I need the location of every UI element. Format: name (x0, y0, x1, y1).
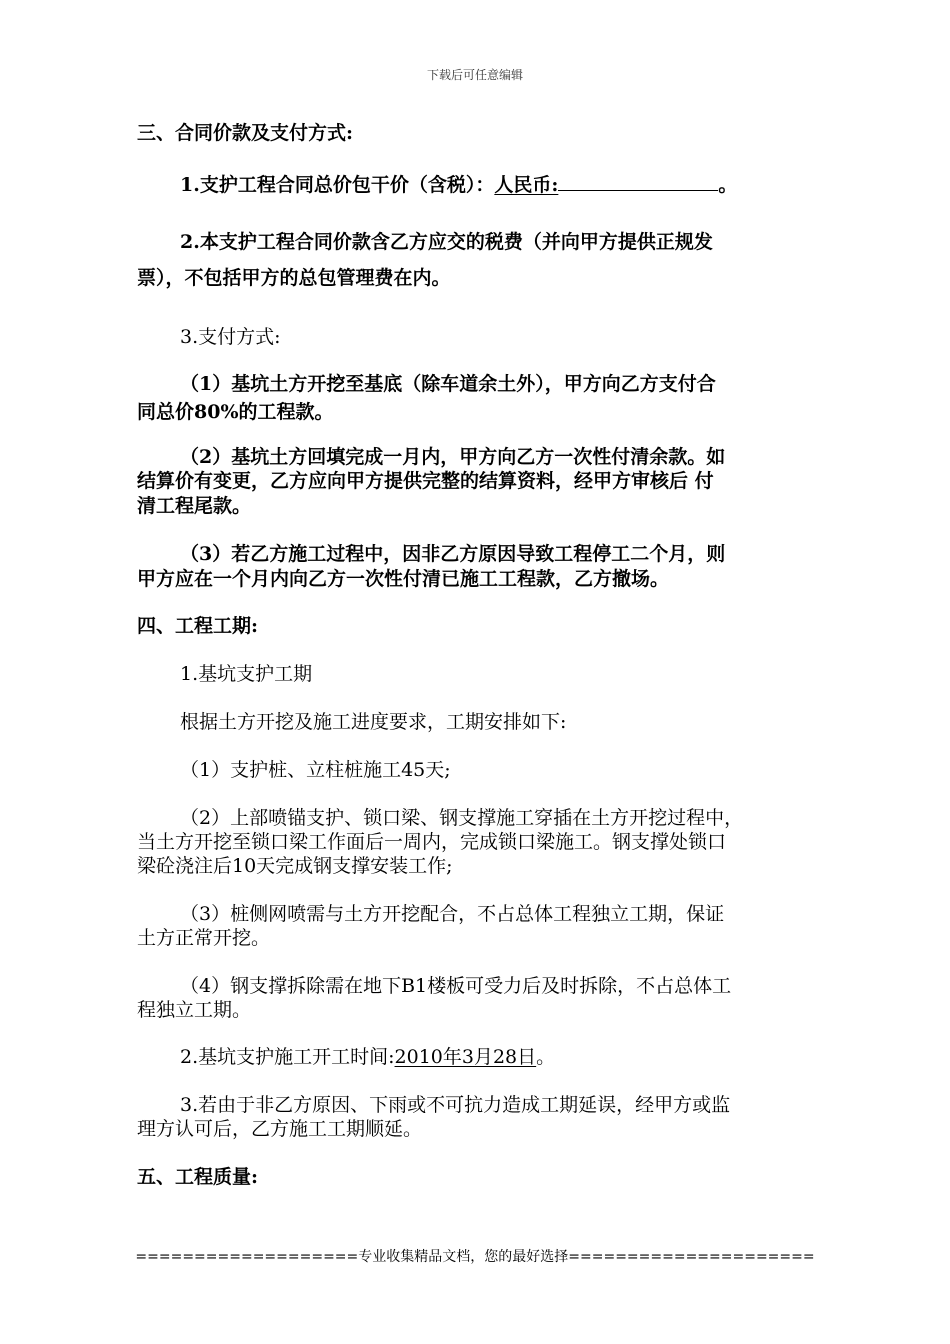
s3-p3a-line2: 同总价80%的工程款。 (137, 401, 334, 423)
s4-item4-line1: （4）钢支撑拆除需在地下B1楼板可受力后及时拆除，不占总体工 (180, 975, 732, 997)
s4-p1-intro: 根据土方开挖及施工进度要求，工期安排如下: (180, 711, 567, 733)
page-footer: ===================专业收集精品文档，您的最好选择===================== (135, 1249, 815, 1265)
contract-price-line (180, 172, 737, 197)
s4-item2-line3: 梁砼浇注后10天完成钢支撑安装工作; (137, 855, 453, 877)
price-blank-field (558, 172, 718, 191)
s4-item3-line1: （3）桩侧网喷需与土方开挖配合，不占总体工程独立工期，保证 (180, 903, 725, 925)
s3-p3b-line1: （2）基坑土方回填完成一月内，甲方向乙方一次性付清余款。如 (180, 446, 726, 468)
s3-p3a-line1: （1）基坑土方开挖至基底（除车道余土外），甲方向乙方支付合 (180, 373, 716, 395)
price-end-mark: 。 (718, 174, 738, 196)
s3-p2-line1: 2.本支护工程合同价款含乙方应交的税费（并向甲方提供正规发 (180, 231, 713, 253)
s4-p3-line2: 理方认可后，乙方施工工期顺延。 (137, 1118, 423, 1140)
s4-item2-line2: 当土方开挖至锁口梁工作面后一周内，完成锁口梁施工。钢支撑处锁口 (137, 831, 727, 853)
s3-p3b-line3: 清工程尾款。 (137, 495, 252, 517)
s4-p1: 1.基坑支护工期 (180, 663, 313, 685)
payment-method-heading: 3.支付方式: (180, 326, 281, 348)
s4-item1: （1）支护桩、立柱桩施工45天; (180, 759, 451, 781)
s3-p3b-line2: 结算价有变更，乙方应向甲方提供完整的结算资料，经甲方审核后 付 (137, 470, 714, 492)
s3-p2-line2: 票），不包括甲方的总包管理费在内。 (137, 267, 451, 289)
contract-price-label: 1.支护工程合同总价包干价（含税）： (180, 174, 495, 196)
page-header: 下载后可任意编辑 (426, 68, 523, 82)
section-3-heading: 三、合同价款及支付方式: (137, 122, 354, 144)
start-date-line (180, 1045, 555, 1069)
s4-item4-line2: 程独立工期。 (137, 999, 252, 1021)
start-date-label: 2.基坑支护施工开工时间: (180, 1046, 395, 1068)
s4-item2-line1: （2）上部喷锚支护、锁口梁、钢支撑施工穿插在土方开挖过程中， (180, 807, 744, 829)
currency-label: 人民币: (494, 174, 559, 196)
s4-item3-line2: 土方正常开挖。 (137, 927, 271, 949)
section-5-heading: 五、工程质量: (137, 1166, 259, 1188)
s3-p3c-line2: 甲方应在一个月内向乙方一次性付清已施工工程款，乙方撤场。 (137, 568, 670, 590)
start-date-end: 。 (536, 1046, 556, 1068)
s4-p3-line1: 3.若由于非乙方原因、下雨或不可抗力造成工期延误，经甲方或监 (180, 1094, 731, 1116)
start-date-value: 2010年3月28日 (394, 1046, 537, 1068)
s3-p3c-line1: （3）若乙方施工过程中，因非乙方原因导致工程停工二个月，则 (180, 543, 726, 565)
section-4-heading: 四、工程工期: (137, 615, 259, 637)
